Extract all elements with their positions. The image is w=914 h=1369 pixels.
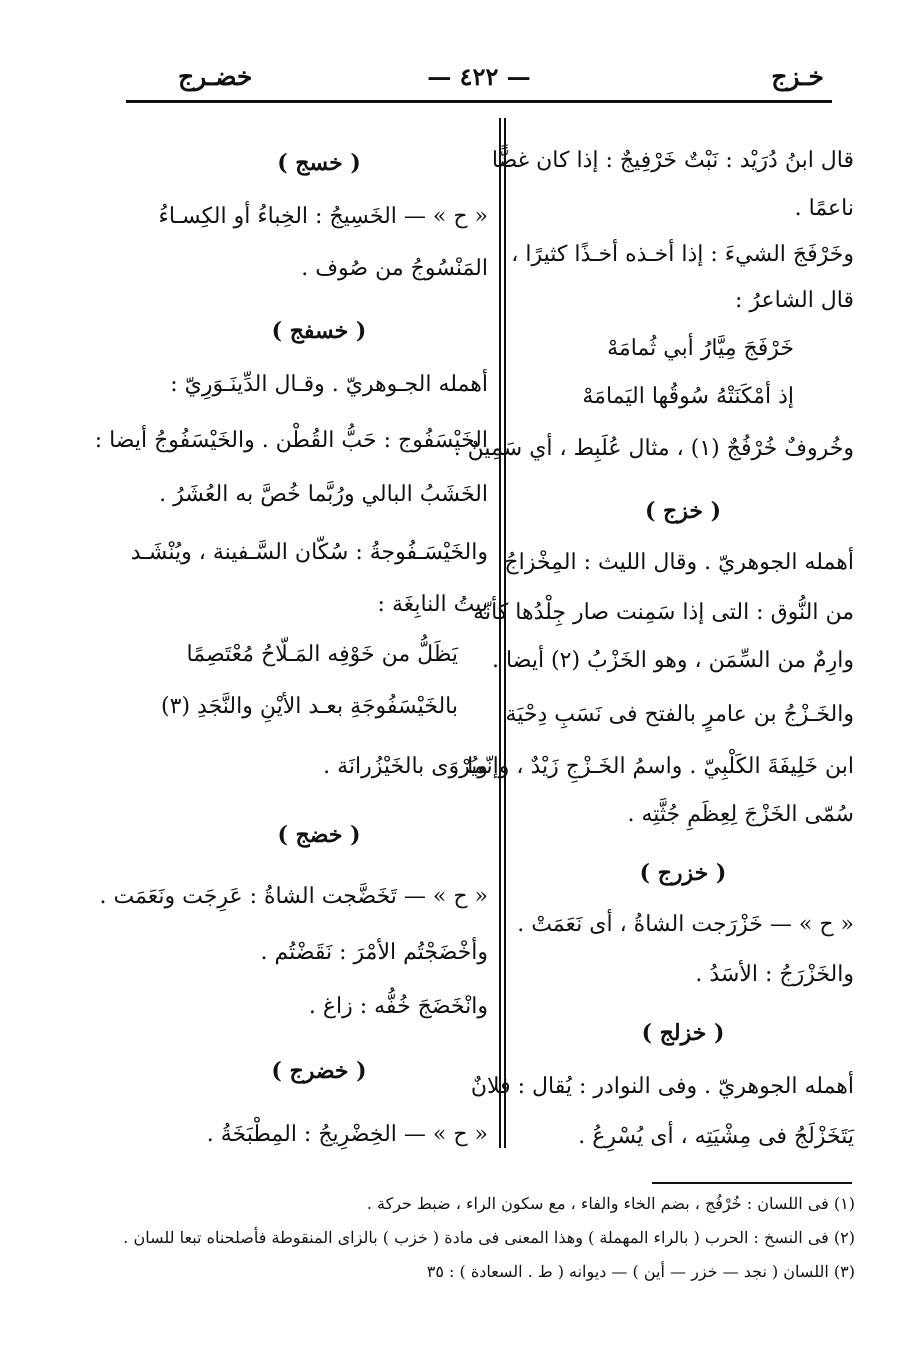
text-line: وخُروفٌ خُرْفُجٌ (١) ، مثال عُلَبِط ، أي سَمِينٌ . bbox=[453, 436, 854, 461]
text-line: الخَشَبُ البالي ورُبَّما خُصَّ به العُشَرُ . bbox=[159, 482, 488, 507]
text-line: وارِمٌ من السِّمَن ، وهو الخَزْبُ (٢) أيضا . bbox=[492, 648, 854, 673]
text-line: من النُّوق : التى إذا سَمِنت صار جِلْدُها كأنّه bbox=[473, 600, 854, 625]
column-divider bbox=[504, 118, 506, 1148]
verse-line: يَظَلُّ من خَوْفِه المَـلّاحُ مُعْتَصِمًا bbox=[186, 642, 458, 667]
header-root-word-left: خضـرج bbox=[178, 62, 253, 91]
entry-heading: ( خضج ) bbox=[277, 822, 361, 848]
text-line: أهمله الجـوهريّ . وقـال الدِّينَـوَرِيّ : bbox=[170, 372, 488, 397]
text-line: وأخْضَجْتُم الأمْرَ : نَقَضْتُم . bbox=[260, 940, 488, 965]
page-number: — ٤٢٢ — bbox=[427, 62, 531, 91]
text-line: بيتُ النابِغَة : bbox=[377, 592, 488, 617]
text-line: قال ابنُ دُرَيْد : نَبْتٌ خَرْفِيجٌ : إذا كان غضًّا bbox=[491, 148, 854, 173]
text-line: وانْخَضَجَ خُفُّه : زاغ . bbox=[308, 994, 488, 1019]
text-line: قال الشاعرُ : bbox=[734, 288, 854, 313]
footnote-rule bbox=[652, 1182, 852, 1184]
entry-heading: ( خزرج ) bbox=[639, 860, 727, 886]
verse-line: بالخَيْسَفُوجَةِ بعـد الأيْنِ والنَّجَدِ (٣) bbox=[161, 694, 458, 719]
footnote: (٣) اللسان ( نجد — خزر — أين ) — ديوانه ( ط . السعادة ) : ٣٥ bbox=[426, 1262, 855, 1281]
text-line: « ح » — الخَسِيجُ : الخِباءُ أو الكِسـاءُ bbox=[158, 204, 488, 229]
text-line: المَنْسُوجُ من صُوف . bbox=[301, 256, 488, 281]
column-divider bbox=[499, 118, 501, 1148]
text-line: وخَرْفَجَ الشيءَ : إذا أخـذه أخـذًا كثيرًا ، bbox=[511, 242, 854, 267]
text-line: والخَزْرَجُ : الأسَدُ . bbox=[695, 962, 854, 987]
entry-heading: ( خسج ) bbox=[277, 150, 361, 176]
header-rule bbox=[126, 100, 832, 103]
text-line: والخَـزْجُ بن عامرٍ بالفتح فى نَسَبِ دِحْيَة bbox=[505, 702, 854, 727]
header-root-word-right: خـزج bbox=[771, 62, 824, 91]
text-line: « ح » — خَزْرَجت الشاةُ ، أى نَعَمَتْ . bbox=[517, 912, 854, 937]
footnote: (٢) فى النسخ : الحرب ( بالراء المهملة ) وهذا المعنى فى مادة ( خزب ) بالزاى المنقوطة فأصلحناه تبعا للسان . bbox=[123, 1228, 855, 1247]
text-line: سُمّى الخَزْجَ لِعِظَمِ جُثَّتِه . bbox=[627, 802, 854, 827]
entry-heading: ( خسفج ) bbox=[271, 318, 367, 344]
page-header bbox=[126, 58, 832, 98]
text-line: أهمله الجوهريّ . وفى النوادر : يُقال : فلانٌ bbox=[470, 1074, 854, 1099]
entry-heading: ( خزج ) bbox=[644, 498, 722, 524]
text-line: والخَيْسَـفُوجةُ : سُكّان السَّـفينة ، ويُنْشَـد bbox=[130, 540, 488, 565]
verse-line: خَرْفَجَ مِيَّارُ أبي ثُمامَهْ bbox=[607, 336, 794, 361]
text-line: ابن خَلِيفَةَ الكَلْبِيّ . واسمُ الخَـزْجِ زَيْدٌ ، وإنّما bbox=[467, 754, 854, 779]
footnote: (١) فى اللسان : خُرْفُج ، بضم الخاء والفاء ، مع سكون الراء ، ضبط حركة . bbox=[366, 1194, 855, 1213]
text-line: الخَيْسَفُوج : حَبُّ القُطْن . والخَيْسَفُوجُ أيضا : bbox=[94, 428, 488, 453]
text-line: « ح » — الخِضْرِيجُ : المِطْبَخَةُ . bbox=[206, 1122, 488, 1147]
text-line: « ح » — تَخَضَّجت الشاةُ : عَرِجَت ونَعَمَت . bbox=[99, 884, 488, 909]
text-line: أهمله الجوهريّ . وقال الليث : المِخْزاجُ bbox=[504, 550, 854, 575]
verse-line: إذ أمْكَنَتْهُ سُوقُها اليَمامَهْ bbox=[582, 384, 794, 409]
text-line: ناعمًا . bbox=[794, 196, 854, 221]
entry-heading: ( خضرج ) bbox=[271, 1058, 367, 1084]
text-line: يَتَخَزْلَجُ فى مِشْيَتِه ، أى يُسْرِعُ . bbox=[578, 1124, 854, 1149]
entry-heading: ( خزلج ) bbox=[641, 1020, 725, 1046]
text-line: ويُرْوَى بالخَيْزُرانَة . bbox=[323, 754, 488, 779]
